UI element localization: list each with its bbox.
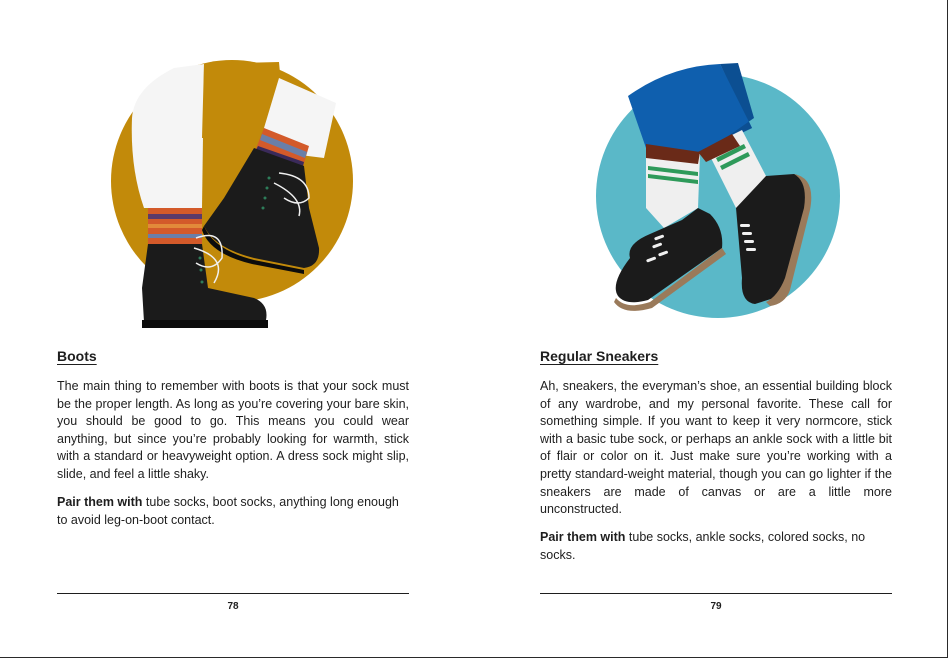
body-paragraph: The main thing to remember with boots is that your sock must be the proper length. As long as you’re covering your bare skin, you should be good to go. This means you could wear anything, but since you’re probably looking for warmth, stick with a standard or heavyweight option. A dress sock might slip, slide, and feel a little shaky.: [57, 379, 409, 481]
pairing-note: [540, 529, 892, 564]
section-title: Regular Sneakers: [540, 348, 659, 364]
boots-illustration-icon: [104, 58, 364, 338]
pairing-label: Pair them with: [540, 530, 626, 544]
left-page: [0, 0, 474, 659]
sneakers-illustration-icon: [590, 58, 850, 338]
right-page: [474, 0, 948, 659]
pairing-text: tube socks, ankle socks, colored socks, no socks.: [540, 530, 866, 562]
pairing-text: tube socks, boot socks, anything long enough to avoid leg-on-boot contact.: [57, 495, 399, 527]
pairing-note: [57, 494, 409, 529]
pairing-label: Pair them with: [57, 495, 143, 509]
section-title: Boots: [57, 348, 97, 364]
page-number: 78: [227, 601, 239, 612]
page-number: 79: [710, 601, 722, 612]
footer-rule: [540, 593, 892, 594]
footer-rule: [57, 593, 409, 594]
body-paragraph: Ah, sneakers, the everyman’s shoe, an essential building block of any wardrobe, and my personal favorite. These call for something simple. If you want to keep it very normcore, stick with a basic tube sock, or perhaps an ankle sock with a little bit of flair or color on it. Just make sure you’re working with a pretty standard-weight material, though you can go lighter if the sneakers are made of canvas or are a little more unconstructed.: [540, 379, 892, 517]
